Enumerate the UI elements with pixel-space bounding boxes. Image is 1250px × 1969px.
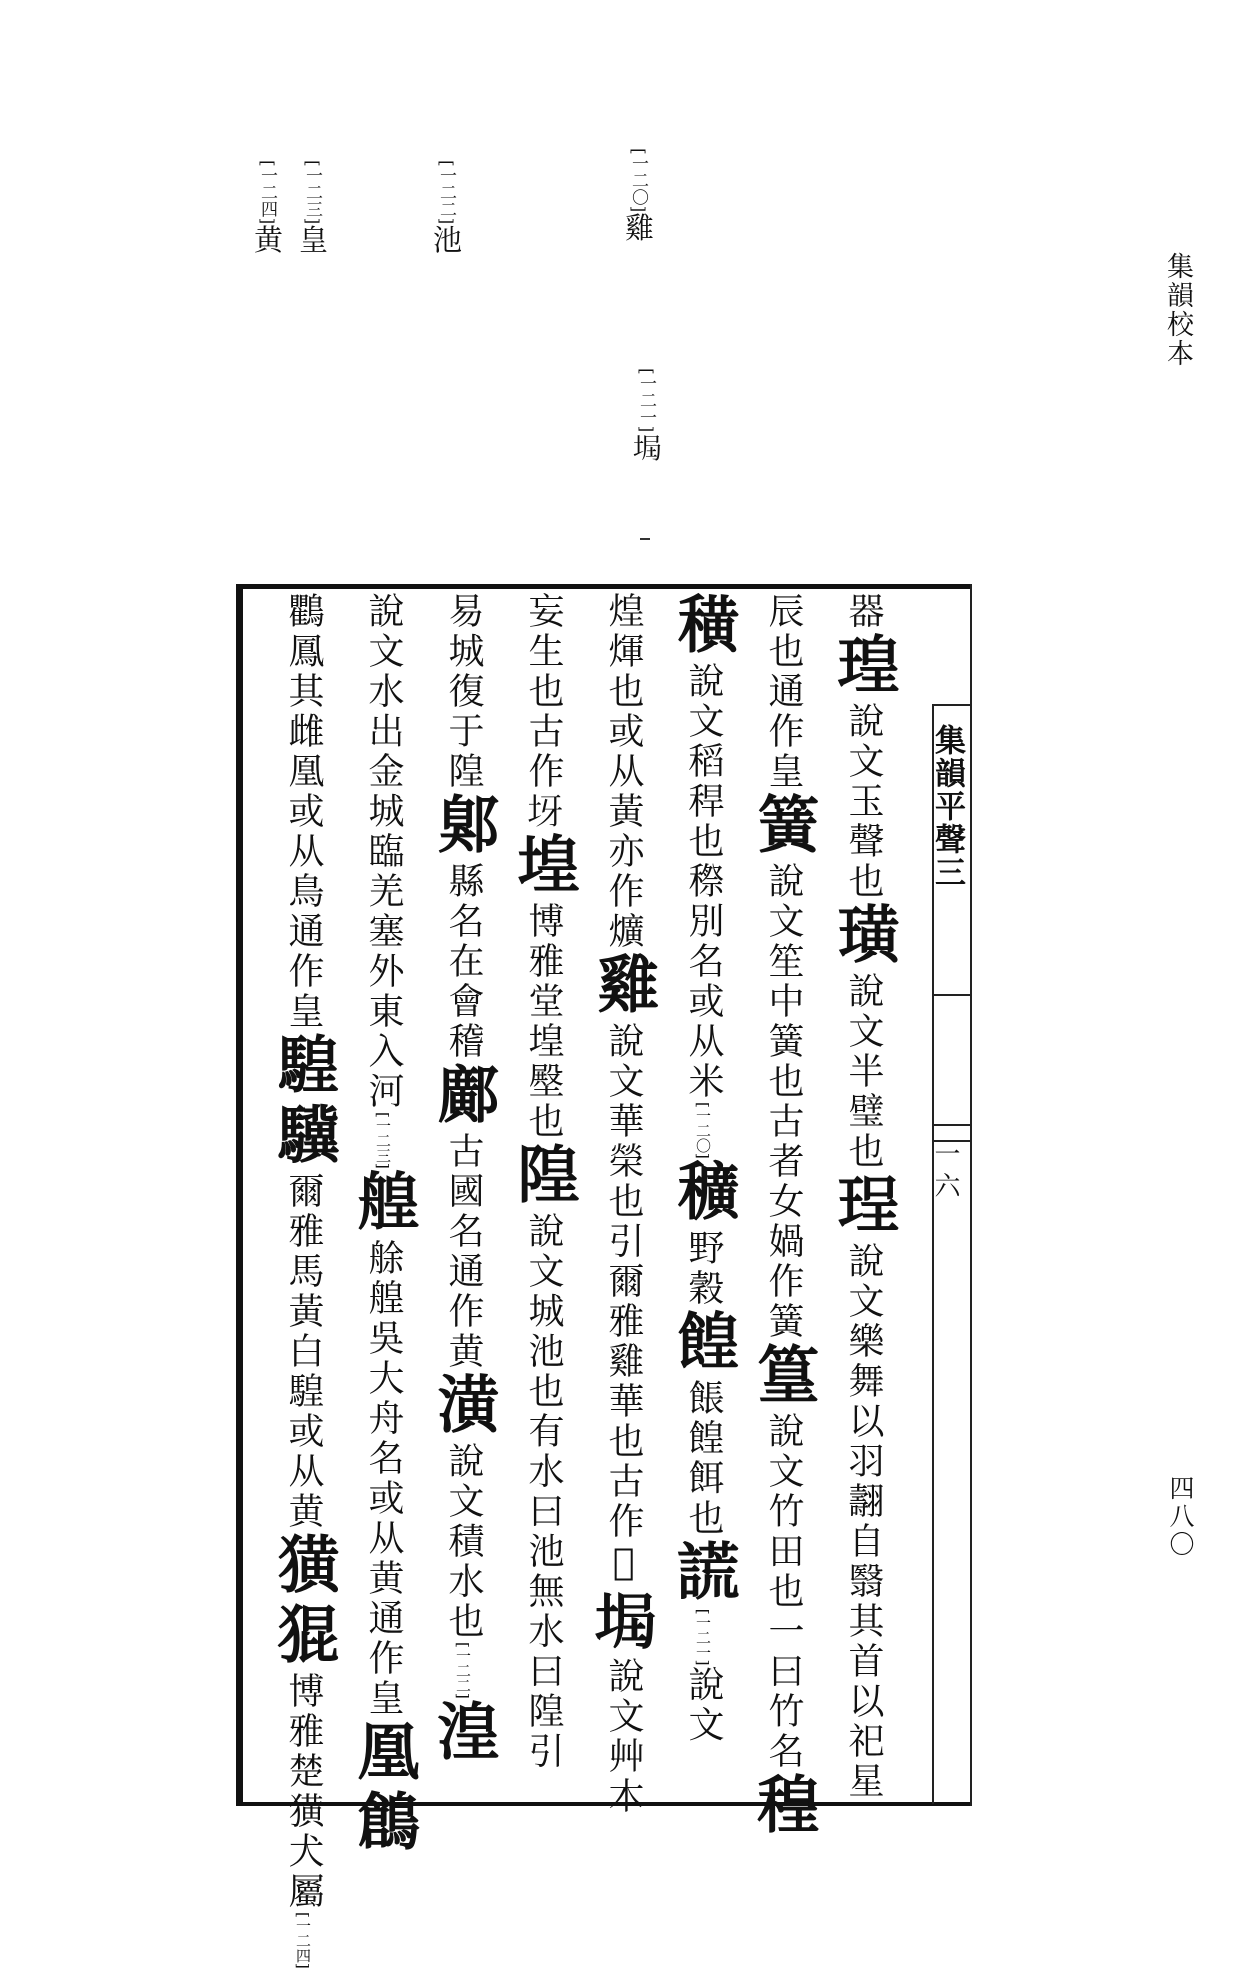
gloss-text: 說文笙中簧也古者女媧作簧 xyxy=(763,862,804,1342)
top-frame-rule xyxy=(236,584,972,589)
folio-page-number: 四八〇 xyxy=(1166,1475,1195,1559)
collation-note-122 xyxy=(426,160,467,253)
headword: 騜 xyxy=(267,1032,340,1102)
gloss-text: 艅艎吳大舟名或从黄通作皇 xyxy=(363,1238,404,1719)
collation-marker: [一二一] xyxy=(694,1608,712,1666)
collation-note-123 xyxy=(292,160,333,253)
headword: 簧 xyxy=(747,792,820,862)
text-column xyxy=(827,592,900,1802)
banxin-page: 一六 xyxy=(930,1140,960,1204)
collation-marker: [一二〇] xyxy=(694,1102,712,1159)
collation-marker: [一二四] xyxy=(294,1912,312,1969)
text-column xyxy=(507,592,580,1800)
headword: 凰 xyxy=(347,1718,420,1789)
headword: 穔 xyxy=(667,592,740,662)
gloss-text: 鸜鳳其雌凰或从鳥通作皇 xyxy=(283,592,324,1032)
text-column xyxy=(747,592,820,1842)
text-column xyxy=(347,592,420,1859)
banxin-tick xyxy=(932,704,972,706)
headword: 獚 xyxy=(267,1532,340,1602)
headword: 穬 xyxy=(667,1158,740,1229)
collation-note-120 xyxy=(618,148,659,241)
banxin-tick xyxy=(932,994,972,996)
gloss-text: 說文華榮也引爾雅雞華也古作𩀳 xyxy=(603,1022,644,1587)
text-column xyxy=(667,592,740,1800)
printed-page-block xyxy=(236,584,972,1969)
note-text: 雞 xyxy=(621,212,655,242)
headword: 雞 xyxy=(587,952,660,1022)
headword: 堭 xyxy=(507,832,580,902)
text-column xyxy=(267,592,340,1969)
running-head: 集韻校本 xyxy=(1162,252,1193,368)
gloss-text: 易城復于隍 xyxy=(443,592,484,792)
gloss-text: 說文 xyxy=(683,1665,724,1746)
headword: 隍 xyxy=(507,1142,580,1212)
gloss-text: 說文竹田也一曰竹名 xyxy=(763,1412,804,1772)
note-tag: [一二〇] xyxy=(628,148,648,213)
gloss-text: 說文城池也有水曰池無水曰隍引 xyxy=(523,1212,564,1772)
collation-marker: [一二二] xyxy=(454,1642,472,1699)
gloss-text: 爾雅馬黃白騜或从黄 xyxy=(283,1172,324,1532)
gloss-text: 說文積水也 xyxy=(443,1442,484,1642)
headword: 䅣 xyxy=(747,1772,820,1842)
headword: 謊 xyxy=(667,1538,740,1609)
collation-marker: [一二三] xyxy=(374,1112,392,1169)
gloss-text: 說文玉聲也 xyxy=(843,702,884,902)
headword: 艎 xyxy=(347,1168,420,1239)
headword: 𡌞 xyxy=(587,1587,660,1657)
note-tag: [一二一] xyxy=(636,368,656,433)
gloss-text: 煌煇也或从黃亦作爌 xyxy=(603,592,644,952)
text-column xyxy=(587,592,660,1817)
headword: 餭 xyxy=(667,1308,740,1379)
left-frame-rule xyxy=(236,584,243,1806)
note-tag: [一二三] xyxy=(302,160,322,225)
headword: 鶬 xyxy=(347,1788,420,1859)
headword: 鄺 xyxy=(427,1062,500,1132)
collation-note-121 xyxy=(628,368,664,461)
gloss-text: 博雅楚獚犬屬 xyxy=(283,1672,324,1912)
text-column xyxy=(427,592,500,1800)
gloss-text: 縣名在會稽 xyxy=(443,862,484,1062)
headword: 驥 xyxy=(267,1102,340,1172)
banxin-title: 集韻平聲三 xyxy=(929,724,965,889)
gloss-text: 辰也通作皇 xyxy=(763,592,804,792)
note-text: 池 xyxy=(429,224,463,254)
gloss-text: 古國名通作黄 xyxy=(443,1132,484,1372)
headword: 珵 xyxy=(827,1172,900,1242)
note-text: 黄 xyxy=(250,224,284,254)
gloss-text: 餦餭餌也 xyxy=(683,1378,724,1539)
gloss-text: 說文艸木 xyxy=(603,1657,644,1817)
note-text: 皇 xyxy=(295,224,329,254)
headword: 瑝 xyxy=(827,632,900,702)
headword: 篁 xyxy=(747,1342,820,1412)
gloss-text: 說文半璧也 xyxy=(843,972,884,1172)
gloss-text: 說文水出金城臨羌塞外東入河 xyxy=(363,592,404,1112)
banxin-tick xyxy=(932,1124,972,1126)
headword: 潢 xyxy=(427,1372,500,1442)
gloss-text: 野穀 xyxy=(683,1228,724,1309)
note-tag: [一二二] xyxy=(436,160,456,225)
note-tag: [一二四] xyxy=(257,160,277,225)
right-frame-rule xyxy=(970,584,972,1806)
note-text: 𡌞 xyxy=(629,432,663,462)
collation-note-124 xyxy=(247,160,288,253)
headword: 猑 xyxy=(267,1602,340,1672)
gloss-text: 說文稻稈也穄別名或从米 xyxy=(683,662,724,1102)
headword: 鄓 xyxy=(427,792,500,862)
gloss-text: 說文樂舞以羽翿自翳其首以祀星 xyxy=(843,1242,884,1802)
stray-mark xyxy=(640,538,650,540)
gloss-text: 器 xyxy=(843,592,884,632)
gloss-text: 博雅堂堭壂也 xyxy=(523,902,564,1142)
gloss-text: 妄生也古作𡉪 xyxy=(523,592,564,832)
headword: 湟 xyxy=(427,1698,500,1769)
headword: 璜 xyxy=(827,902,900,972)
